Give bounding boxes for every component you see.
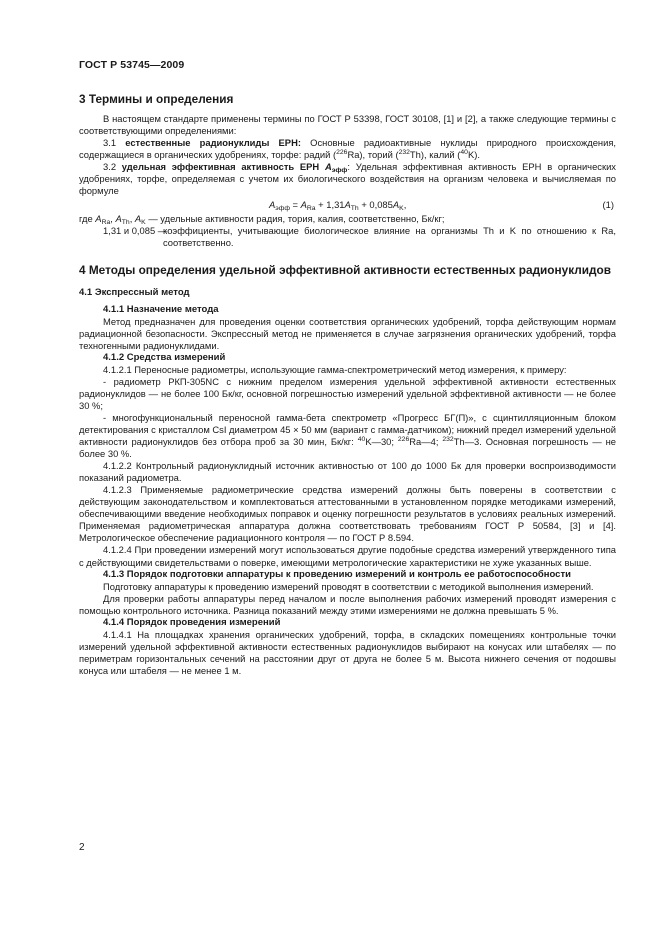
section-4-1-2-1-text: 4.1.2.1 Переносные радиометры, использующие гамма-спектрометрический метод измерения, к примеру: [103,363,567,375]
term-3-2-number: 3.2 [103,161,117,173]
section-4-1-1-text: Метод предназначен для проведения оценки соответствия органических удобрений, торфа действующим нормам радиационной безопасности. Экспрессный метод не применяется в случае загрязнения органических удобрений, торфа техногенными радионуклидами. [79,315,616,351]
section-4-1-3-text-1: Подготовку аппаратуры к проведению измерений проводят в соответствии с методикой выполнения измерений. [103,580,594,592]
instrument-item-1: - радиометр РКП-305NC с нижним пределом измерения удельной эффективной активности естественных радионуклидов — не более 100 Бк/кг, основной погрешностью измерений удельной эффективной активности — не более 30 %; [79,375,616,411]
section-3-intro: В настоящем стандарте применены термины по ГОСТ Р 53398, ГОСТ 30108, [1] и [2], а также следующие термины с соответствующими определениями: [79,113,616,137]
instrument-item-2: - многофункциональный переносной гамма-бета спектрометр «Прогресс БГ(П)», с сцинтилляционным блоком детектирования с кристаллом CsI диаметром 45 × 50 мм (вариант с гамма-датчиком); нижний предел измерений удельной активности радионуклидов без отбора проб за 30 мин, Бк/кг: $^{40}$K—30; $^{226}$Ra—4; $^{232}$Th—3. Основная погрешность — не более 30 %. [79,411,617,460]
term-3-2-term: удельная эффективная активность ЕРН $A_{эфф}$ [121,161,348,175]
term-3-2: 3.2 удельная эффективная активность ЕРН $A_{эфф}$: Удельная эффективная активность ЕРН в органических удобрениях, торфе, определяемая с учетом их биологического воздействия на организм человека и вычисляемая по формуле [79,161,616,197]
section-4-1-2-4-text: 4.1.2.4 При проведении измерений могут использоваться другие подобные средства измерений утвержденного типа с действующими свидетельствами о поверке, имеющими метрологические характеристики не хуже указанных выше. [79,544,616,568]
page-number: 2 [79,842,85,853]
formula-where: где $A_{Ra}$, $A_{Th}$, $A_K$ — удельные активности радия, тория, калия, соответственно, Бк/кг; [79,213,445,227]
section-4-1-3-text-2: Для проверки работы аппаратуры перед началом и после выполнения рабочих измерений проводят измерения с помощью контрольного источника. Разница показаний между этими измерениями не должна превышать 5 %. [79,592,616,616]
section-4-1-4-1-text: 4.1.4.1 На площадках хранения органических удобрений, торфа, в складских помещениях контрольные точки измерений удельной эффективной активности естественных радионуклидов выбирают на конусах или штабелях — по периметрам горизонтальных сечений на расстоянии друг от друга не более 5 м. Высота нижнего сечения от подошвы конуса или штабеля — не менее 1 м. [79,628,616,676]
formula-1 [79,199,616,212]
formula-coefficients: 1,31 и 0,085 — коэффициенты, учитывающие биологическое влияние на организмы Th и K по отношению к Ra, соответственно. [103,225,616,249]
section-4-1-2-3-text: 4.1.2.3 Применяемые радиометрические средства измерений должны быть поверены в соответствии с действующим законодательством и комплектоваться аттестованными в установленном порядке методиками измерений, обеспечивающими введение необходимых поправок и оценку погрешности результатов в условиях реальных измерений. Применяемая радиометрическая аппаратура должна соответствовать требованиям ГОСТ Р 50584, [3] и [4]. Метрологическое обеспечение радиационного контроля — по ГОСТ Р 8.594. [79,484,616,544]
section-4-1-4-title: 4.1.4 Порядок проведения измерений [103,616,281,628]
formula-expression: $A_{эфф} = A_{Ra} + 1,31A_{Th} + 0,085A_K$, [269,199,407,213]
section-4-1-3-title: 4.1.3 Порядок подготовки аппаратуры к проведению измерений и контроль ее работоспособности [103,568,571,580]
section-3-title: 3 Термины и определения [79,92,234,106]
term-3-1-term: естественные радионуклиды ЕРН: [125,137,301,149]
section-4-1-title: 4.1 Экспрессный метод [79,287,190,299]
document-header: ГОСТ Р 53745—2009 [79,59,185,71]
section-4-1-2-title: 4.1.2 Средства измерений [103,351,226,363]
formula-number: (1) [602,199,614,211]
term-3-1: 3.1 естественные радионуклиды ЕРН: Основные радиоактивные нуклиды природного происхождения, содержащиеся в органических удобрениях, торфе: радий ($^{226}$Ra), торий ($^{232}$Th), калий ($^{40}$K). [79,137,617,161]
term-3-1-number: 3.1 [103,137,117,149]
section-4-title: 4 Методы определения удельной эффективной активности естественных радионуклидов [79,263,611,278]
document-body [79,92,616,677]
section-4-1-1-title: 4.1.1 Назначение метода [103,303,219,315]
section-4-1-2-2-text: 4.1.2.2 Контрольный радионуклидный источник активностью от 100 до 1000 Бк для проверки воспроизводимости показаний радиометра. [79,460,616,484]
